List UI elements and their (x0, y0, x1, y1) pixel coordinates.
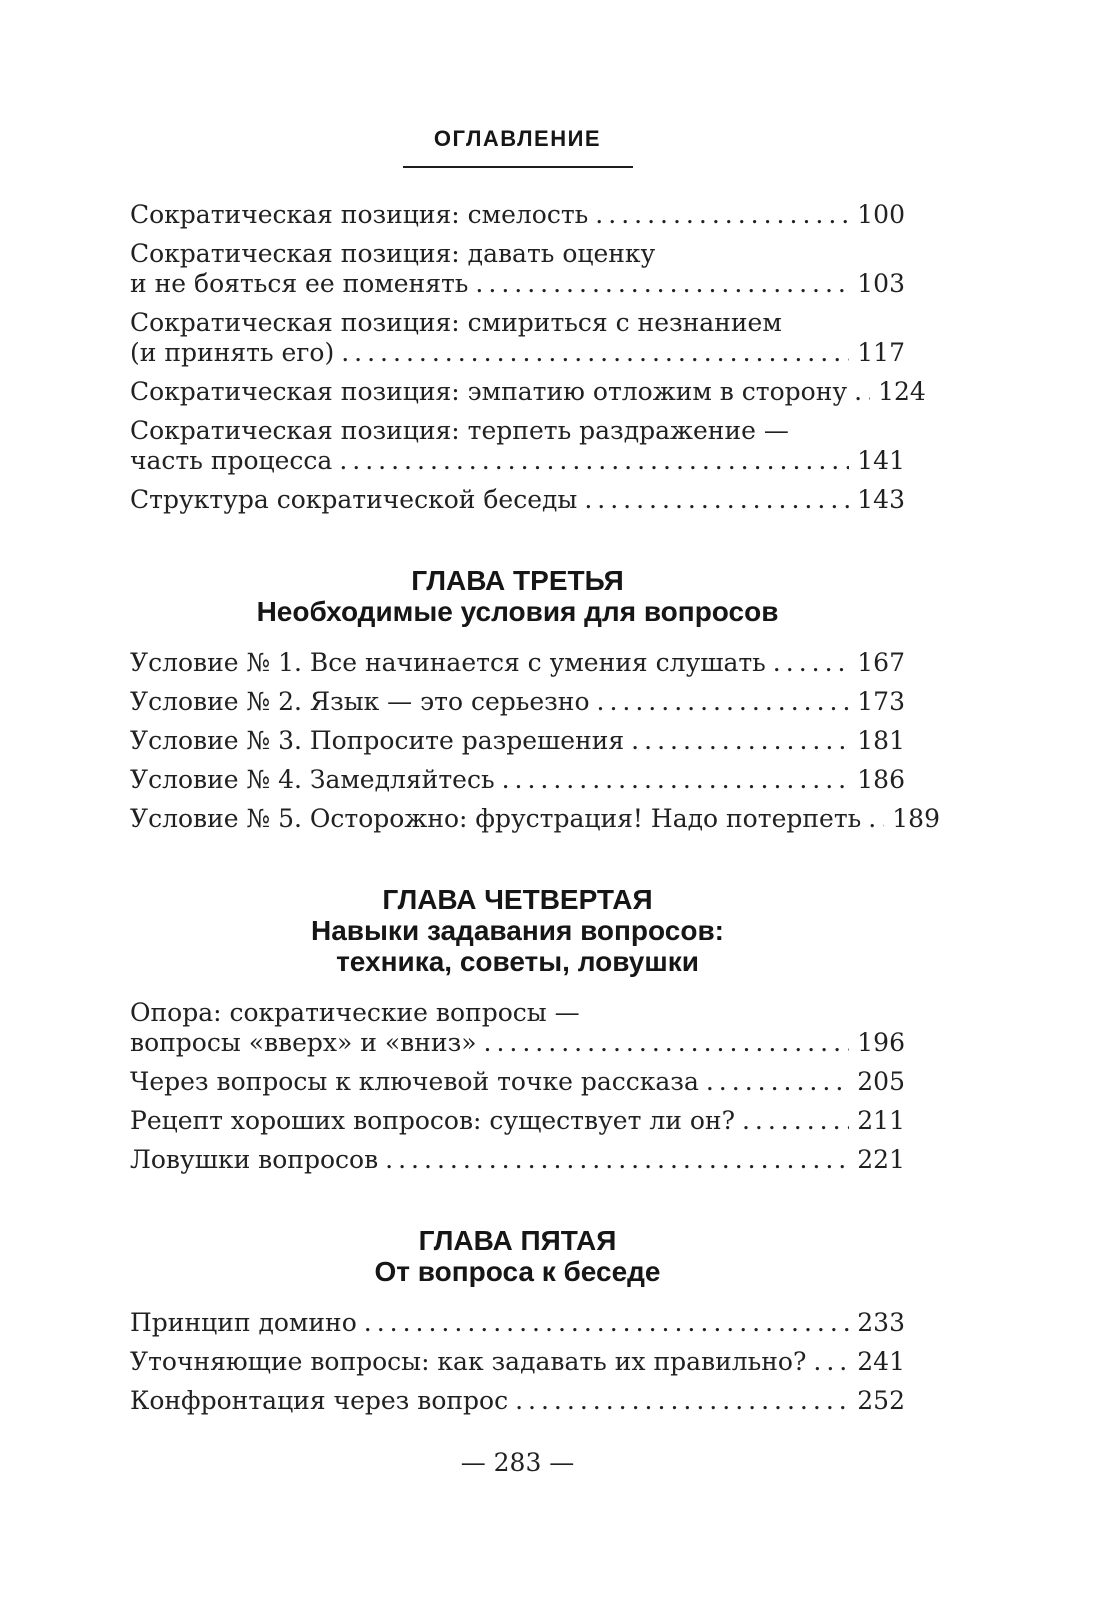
toc-entry-line (130, 338, 905, 368)
toc-entry (130, 377, 926, 407)
chapter-subtitle: Необходимые условия для вопросов (256, 596, 779, 627)
page-number: 181 (857, 726, 905, 755)
toc-entry-title: Ловушки вопросов (130, 1145, 379, 1174)
dot-leader (475, 269, 849, 299)
page-number: 141 (857, 446, 905, 475)
page-number: 252 (857, 1386, 905, 1415)
toc-entry-line (130, 804, 940, 834)
toc-entry (130, 998, 905, 1058)
table-of-contents (130, 200, 940, 1416)
toc-entry-title: Сократическая позиция: смириться с незнанием (130, 308, 782, 337)
toc-entry-line (130, 726, 905, 756)
toc-entry-title: Через вопросы к ключевой точке рассказа (130, 1067, 699, 1096)
chapter-title: ГЛАВА ЧЕТВЕРТАЯ (382, 884, 653, 915)
toc-entry (130, 1386, 905, 1416)
dot-leader (868, 804, 884, 834)
chapter-heading (130, 884, 905, 977)
toc-entry-title: Сократическая позиция: давать оценку (130, 239, 656, 268)
page-number: 205 (857, 1067, 905, 1096)
toc-entry-title: Условие № 3. Попросите разрешения (130, 726, 625, 755)
toc-entry (130, 687, 905, 717)
toc-section (130, 1308, 905, 1416)
dot-leader (385, 1145, 849, 1175)
toc-entry-title: Сократическая позиция: терпеть раздражение — (130, 416, 789, 445)
toc-entry (130, 1145, 905, 1175)
toc-entry-title: Уточняющие вопросы: как задавать их правильно? (130, 1347, 807, 1376)
toc-entry-line (130, 239, 905, 269)
toc-entry-title: Принцип домино (130, 1308, 357, 1337)
toc-entry (130, 1347, 905, 1377)
toc-entry-line (130, 1067, 905, 1097)
dot-leader (595, 200, 849, 230)
toc-entry (130, 765, 905, 795)
toc-entry-line (130, 1308, 905, 1338)
toc-entry (130, 804, 940, 834)
page-number: 167 (857, 648, 905, 677)
toc-entry-title: Рецепт хороших вопросов: существует ли он? (130, 1106, 735, 1135)
contents-header (130, 126, 905, 168)
dot-leader (515, 1386, 849, 1416)
toc-entry-title-continued: часть процесса (130, 446, 333, 475)
toc-entry (130, 308, 905, 368)
toc-entry (130, 239, 905, 299)
toc-entry (130, 1106, 905, 1136)
toc-entry-title-continued: (и принять его) (130, 338, 335, 367)
dot-leader (773, 648, 849, 678)
toc-entry-line (130, 200, 905, 230)
page-number: 103 (857, 269, 905, 298)
title-underline (403, 166, 633, 168)
chapter-subtitle: Навыки задавания вопросов: (311, 915, 724, 946)
chapter-subtitle: техника, советы, ловушки (336, 946, 699, 977)
page-number: 241 (857, 1347, 905, 1376)
page-number: 173 (857, 687, 905, 716)
toc-entry-title: Конфронтация через вопрос (130, 1386, 509, 1415)
page-number: 233 (857, 1308, 905, 1337)
toc-entry (130, 1308, 905, 1338)
toc-entry-title-continued: и не бояться ее поменять (130, 269, 469, 298)
toc-entry-title: Условие № 1. Все начинается с умения слушать (130, 648, 766, 677)
page-number: 100 (857, 200, 905, 229)
toc-section (130, 648, 940, 834)
toc-entry-line (130, 377, 926, 407)
toc-entry-line (130, 1028, 905, 1058)
toc-entry-title: Условие № 4. Замедляйтесь (130, 765, 495, 794)
page-number: 196 (857, 1028, 905, 1057)
toc-entry (130, 200, 905, 230)
toc-entry-line (130, 485, 905, 515)
toc-entry (130, 1067, 905, 1097)
dot-leader (484, 1028, 850, 1058)
dot-leader (597, 687, 850, 717)
folio: — 283 — (460, 1448, 575, 1477)
page-number: 124 (878, 377, 926, 406)
toc-entry (130, 648, 905, 678)
dot-leader (339, 446, 849, 476)
book-page (130, 0, 940, 1425)
chapter-heading (130, 1225, 905, 1287)
toc-entry-title: Условие № 2. Язык — это серьезно (130, 687, 590, 716)
toc-entry-line (130, 648, 905, 678)
toc-entry-line (130, 1386, 905, 1416)
toc-section (130, 998, 905, 1175)
page-number: 143 (857, 485, 905, 514)
page-number: 221 (857, 1145, 905, 1174)
toc-entry-line (130, 269, 905, 299)
chapter-title: ГЛАВА ТРЕТЬЯ (411, 565, 624, 596)
toc-entry-line (130, 1347, 905, 1377)
toc-entry (130, 485, 905, 515)
dot-leader (364, 1308, 850, 1338)
toc-entry-line (130, 1106, 905, 1136)
toc-section (130, 200, 926, 515)
toc-entry-title: Сократическая позиция: эмпатию отложим в сторону (130, 377, 848, 406)
toc-entry-title: Структура сократической беседы (130, 485, 578, 514)
dot-leader (813, 1347, 849, 1377)
toc-entry (130, 416, 905, 476)
toc-entry-line (130, 998, 905, 1028)
page-number: 189 (892, 804, 940, 833)
page-number: 117 (857, 338, 905, 367)
toc-entry-title: Опора: сократические вопросы — (130, 998, 580, 1027)
toc-entry-title: Условие № 5. Осторожно: фрустрация! Надо потерпеть (130, 804, 862, 833)
dot-leader (854, 377, 870, 407)
dot-leader (584, 485, 849, 515)
chapter-subtitle: От вопроса к беседе (374, 1256, 661, 1287)
toc-entry-title-continued: вопросы «вверх» и «вниз» (130, 1028, 477, 1057)
toc-entry-line (130, 416, 905, 446)
toc-entry-line (130, 687, 905, 717)
toc-entry-line (130, 308, 905, 338)
page-number: 211 (857, 1106, 905, 1135)
page-number: 186 (857, 765, 905, 794)
chapter-heading (130, 565, 905, 627)
toc-entry-line (130, 1145, 905, 1175)
dot-leader (502, 765, 850, 795)
toc-entry-line (130, 446, 905, 476)
dot-leader (706, 1067, 849, 1097)
toc-entry-title: Сократическая позиция: смелость (130, 200, 589, 229)
toc-entry (130, 726, 905, 756)
dot-leader (341, 338, 849, 368)
dot-leader (631, 726, 849, 756)
toc-entry-line (130, 765, 905, 795)
page-title: ОГЛАВЛЕНИЕ (433, 126, 602, 151)
chapter-title: ГЛАВА ПЯТАЯ (418, 1225, 617, 1256)
dot-leader (742, 1106, 849, 1136)
